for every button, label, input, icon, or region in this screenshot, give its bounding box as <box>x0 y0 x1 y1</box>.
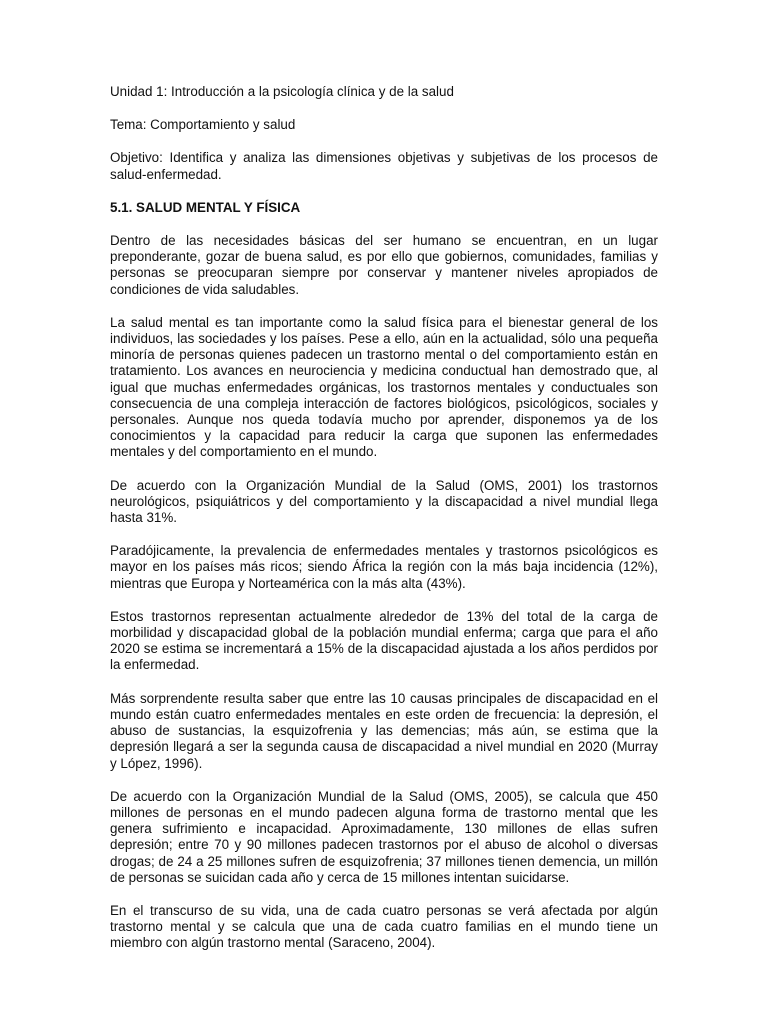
paragraph: Estos trastornos representan actualmente alrededor de 13% del total de la carga de morbilidad y discapacidad global de la población mundial enferma; carga que para el año 2020 se estima se incrementará a 15% de la discapacidad ajustada a los años perdidos por la enfermedad. <box>110 608 658 673</box>
objective-line: Objetivo: Identifica y analiza las dimensiones objetivas y subjetivas de los procesos de salud-enfermedad. <box>110 150 658 182</box>
paragraph: De acuerdo con la Organización Mundial de la Salud (OMS, 2005), se calcula que 450 millones de personas en el mundo padecen alguna forma de trastorno mental que les genera sufrimiento e incapacidad. Aproximadamente, 130 millones de ellas sufren depresión; entre 70 y 90 millones padecen trastornos por el abuso de alcohol o diversas drogas; de 24 a 25 millones sufren de esquizofrenia; 37 millones tienen demencia, un millón de personas se suicidan cada año y cerca de 15 millones intentan suicidarse. <box>110 788 658 885</box>
paragraph: Paradójicamente, la prevalencia de enfermedades mentales y trastornos psicológicos es mayor en los países más ricos; siendo África la región con la más baja incidencia (12%), mientras que Europa y Norteamérica con la más alta (43%). <box>110 543 658 591</box>
paragraph: Dentro de las necesidades básicas del ser humano se encuentran, en un lugar preponderante, gozar de buena salud, es por ello que gobiernos, comunidades, familias y personas se preocuparan siempre por conservar y mantener niveles apropiados de condiciones de vida saludables. <box>110 233 658 297</box>
paragraph: De acuerdo con la Organización Mundial de la Salud (OMS, 2001) los trastornos neurológicos, psiquiátricos y del comportamiento y la discapacidad a nivel mundial llega hasta 31%. <box>110 477 658 526</box>
topic-line: Tema: Comportamiento y salud <box>110 117 296 133</box>
section-title: 5.1. SALUD MENTAL Y FÍSICA <box>110 199 301 215</box>
unit-line: Unidad 1: Introducción a la psicología clínica y de la salud <box>110 84 454 99</box>
paragraph: Más sorprendente resulta saber que entre las 10 causas principales de discapacidad en el mundo están cuatro enfermedades mentales en este orden de frecuencia: la depresión, el abuso de sustancias, la esquizofrenia y las demencias; más aún, se estima que la depresión llegará a ser la segunda causa de discapacidad a nivel mundial en 2020 (Murray y López, 1996). <box>110 690 658 771</box>
paragraph: La salud mental es tan importante como la salud física para el bienestar general de los individuos, las sociedades y los países. Pese a ello, aún en la actualidad, sólo una pequeña minoría de personas quienes padecen un trastorno mental o del comportamiento están en tratamiento. Los avances en neurociencia y medicina conductual han demostrado que, al igual que muchas enfermedades orgánicas, los trastornos mentales y conductuales son consecuencia de una compleja interacción de factores biológicos, psicológicos, sociales y personales. Aunque nos queda todavía mucho por aprender, disponemos ya de los conocimientos y la capacidad para reducir la carga que suponen las enfermedades mentales y del comportamiento en el mundo. <box>110 314 658 460</box>
document-page <box>110 84 658 969</box>
paragraph: En el transcurso de su vida, una de cada cuatro personas se verá afectada por algún trastorno mental y se calcula que una de cada cuatro familias en el mundo tiene un miembro con algún trastorno mental (Saraceno, 2004). <box>110 902 658 951</box>
